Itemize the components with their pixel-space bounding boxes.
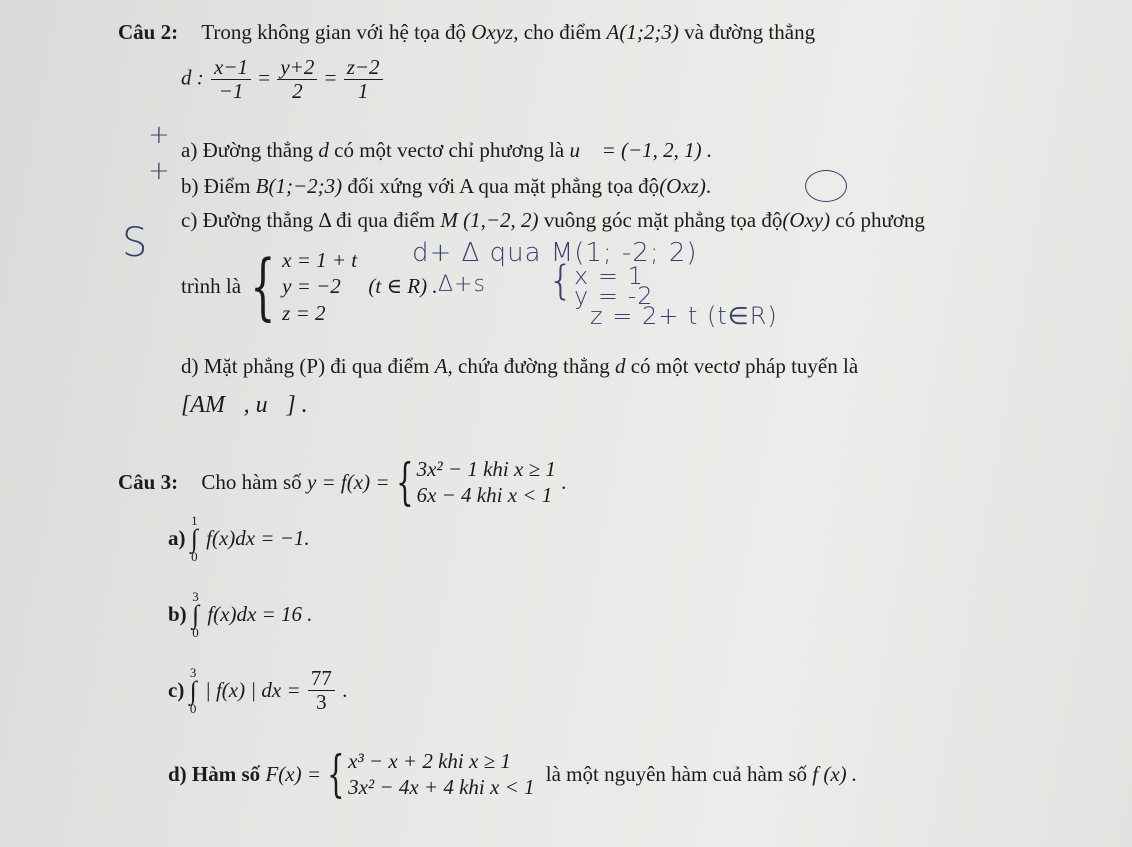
handwritten-mark-b: + bbox=[148, 156, 171, 186]
integral-sign: 1 ∫ 0 bbox=[190, 513, 198, 565]
handwritten-note-5: z = 2+ t (t∈R) bbox=[590, 302, 778, 330]
handwritten-circle bbox=[805, 170, 847, 202]
statement-2c: c) Đường thẳng Δ đi qua điểm M (1,−2, 2) vuông góc mặt phẳng tọa độ(Oxy) có phương bbox=[181, 208, 925, 232]
handwritten-note-2: Δ+s bbox=[438, 272, 486, 297]
fraction-z: $\frac{z-2}{1}$ bbox=[344, 56, 383, 103]
handwritten-mark-c: S bbox=[122, 220, 149, 266]
statement-2d: d) Mặt phẳng (P) đi qua điểm A, chứa đường thẳng d có một vectơ pháp tuyến là bbox=[181, 354, 859, 378]
statement-2c-system: trình là { x = 1 + t y = −2 z = 2 (t ∈ R) . bbox=[181, 244, 438, 329]
integral-sign: 3 ∫ 0 bbox=[191, 589, 200, 641]
normal-vector: [AM⃗, u⃗] . bbox=[181, 392, 308, 418]
question-2-intro: Câu 2: Trong không gian với hệ tọa độ Oxyz, cho điểm A(1;2;3) và đường thẳng bbox=[118, 20, 816, 44]
fraction-x: $\frac{x-1}{-1}$ bbox=[211, 56, 251, 103]
fraction-y: $\frac{y+2}{2}$ bbox=[277, 56, 317, 103]
line-d-equation: d : $\frac{x-1}{-1}$ = $\frac{y+2}{2}$ = $\frac{z-2}{1}$ bbox=[181, 56, 385, 103]
param-system: { x = 1 + t y = −2 z = 2 bbox=[250, 244, 358, 329]
handwritten-mark-a: + bbox=[148, 120, 171, 150]
statement-3b: b) 3 ∫ 0 f(x)dx = 16 . bbox=[168, 589, 313, 641]
handwritten-note-3: x = 1 bbox=[574, 262, 644, 290]
handwritten-note-4: y = -2 bbox=[574, 282, 654, 310]
statement-3c: c) 3 ∫ 0 | f(x) | dx = $\frac{77}{3}$ . bbox=[168, 665, 348, 717]
question-2-label: Câu 2: bbox=[118, 20, 179, 44]
statement-2a: a) Đường thẳng d có một vectơ chỉ phương là u⃗ = (−1, 2, 1) . bbox=[181, 138, 713, 162]
integral-sign: 3 ∫ 0 bbox=[189, 665, 197, 717]
statement-3d: d) Hàm số F(x) = { x³ − x + 2 khi x ≥ 1 3x² − 4x + 4 khi x < 1 là một nguyên hàm cuả hàm số f (x) . bbox=[168, 745, 858, 804]
statement-3a: a) 1 ∫ 0 f(x)dx = −1. bbox=[168, 513, 310, 565]
piecewise-f: { 3x² − 1 khi x ≥ 1 6x − 4 khi x < 1 bbox=[395, 453, 556, 512]
question-3-label: Câu 3: bbox=[118, 469, 179, 494]
question-3-intro: Câu 3: Cho hàm số y = f(x) = { 3x² − 1 khi x ≥ 1 6x − 4 khi x < 1 . bbox=[118, 453, 567, 512]
handwritten-brace: { bbox=[548, 258, 575, 304]
statement-2b: b) Điểm B(1;−2;3) đối xứng với A qua mặt phẳng tọa độ(Oxz). bbox=[181, 174, 712, 198]
piecewise-F: { x³ − x + 2 khi x ≥ 1 3x² − 4x + 4 khi x < 1 bbox=[327, 745, 535, 804]
handwritten-note-1: d+ Δ qua M(1; -2; 2) bbox=[412, 238, 698, 268]
